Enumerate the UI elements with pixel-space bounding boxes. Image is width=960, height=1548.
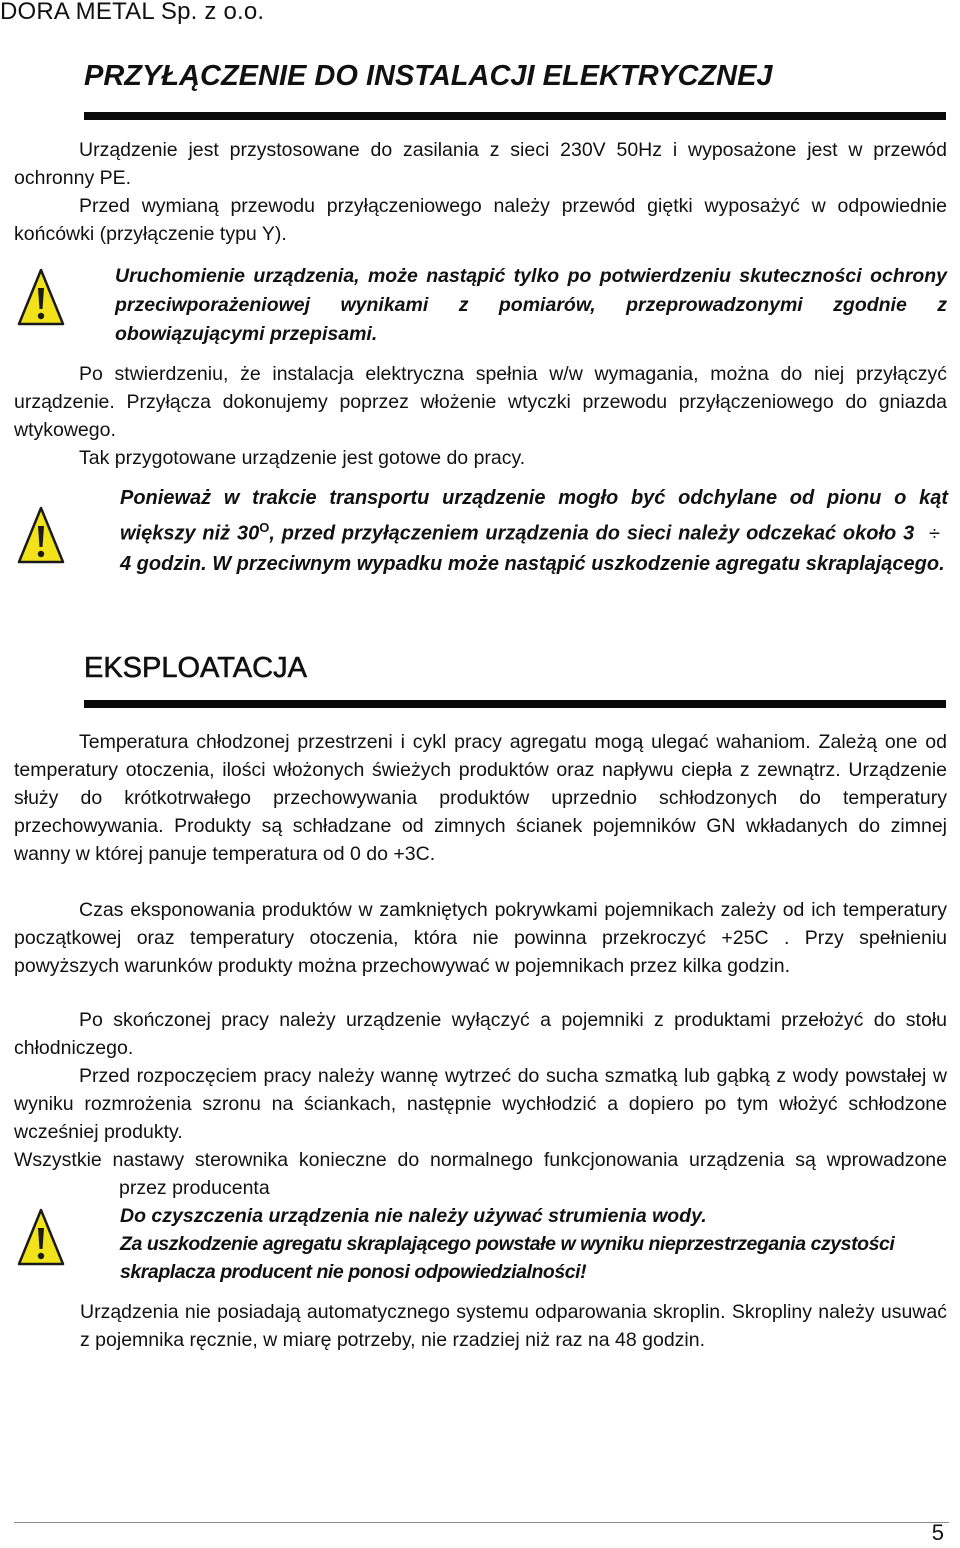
paragraph-exposure-time: Czas eksponowania produktów w zamkniętych pokrywkami pojemnikach zależy od ich temperatury początkowej oraz temperatury otoczenia, która nie powinna przekroczyć +25C . Przy spełnieniu powyższych warunków produkty można przechowywać w pojemnikach przez kilka godzin. bbox=[14, 899, 947, 977]
degree-symbol: O bbox=[259, 520, 270, 535]
paragraph-cable-replacement: Przed wymianą przewodu przyłączeniowego należy przewód giętki wyposażyć w odpowiednie końcówki (przyłączenie typu Y). bbox=[14, 195, 947, 245]
paragraph-power-supply: Urządzenie jest przystosowane do zasilania z sieci 230V 50Hz i wyposażone jest w przewód ochronny PE. bbox=[14, 139, 947, 189]
warning-transport-tilt bbox=[120, 483, 948, 579]
warning-transport-text-b: , przed przyłączeniem urządzenia do sieci należy odczekać około 3 bbox=[269, 522, 915, 545]
footer-divider bbox=[14, 1522, 949, 1523]
warning-triangle-icon bbox=[16, 266, 66, 328]
section-title-electrical: PRZYŁĄCZENIE DO INSTALACJI ELEKTRYCZNEJ bbox=[84, 60, 773, 92]
paragraph-temperature: Temperatura chłodzonej przestrzeni i cykl pracy agregatu mogą ulegać wahaniom. Zależą one od temperatury otoczenia, ilości włożonych świeżych produktów oraz napływu ciepła z zewnątrz. Urządzenie służy do krótkotrwałego przechowywania produktów uprzednio schłodzonych do temperatury przechowywania. Produkty są schładzane od zimnych ścianek pojemników GN wkładanych do zimnej wanny w której panuje temperatura od 0 do +3C. bbox=[14, 731, 947, 865]
warning-triangle-icon bbox=[16, 1206, 66, 1268]
page-number: 5 bbox=[931, 1520, 944, 1545]
paragraph-after-work: Po skończonej pracy należy urządzenie wyłączyć a pojemniki z produktami przełożyć do stołu chłodniczego. bbox=[14, 1009, 947, 1059]
company-name: DORA METAL Sp. z o.o. bbox=[0, 0, 265, 25]
warning-condenser-cleanliness: Za uszkodzenie agregatu skraplającego powstałe w wyniku nieprzestrzegania czystości skraplacza producent nie ponosi odpowiedzialności! bbox=[120, 1233, 895, 1283]
section-divider bbox=[84, 700, 946, 708]
warning-no-water-jet: Do czyszczenia urządzenia nie należy używać strumienia wody. bbox=[120, 1205, 707, 1227]
paragraph-connection: Po stwierdzeniu, że instalacja elektryczna spełnia w/w wymagania, można do niej przyłączyć urządzenie. Przyłącza dokonujemy poprzez włożenie wtyczki przewodu przyłączeniowego do gniazda wtykowego. bbox=[14, 363, 947, 441]
section-title-operation: EKSPLOATACJA bbox=[84, 652, 307, 684]
section-divider bbox=[84, 112, 946, 120]
paragraph-condensate: Urządzenia nie posiadają automatycznego systemu odparowania skroplin. Skropliny należy usuwać z pojemnika ręcznie, w miarę potrzeby, nie rzadziej niż raz na 48 godzin. bbox=[80, 1301, 947, 1351]
warning-triangle-icon bbox=[16, 504, 66, 566]
paragraph-controller-settings: Wszystkie nastawy sterownika konieczne do normalnego funkcjonowania urządzenia są wprowadzone przez producenta bbox=[14, 1149, 947, 1199]
warning-transport-text-a: Ponieważ w trakcie transportu urządzenie mogło być odchylane od pionu o kąt większy niż 30 bbox=[120, 487, 948, 545]
paragraph-before-work: Przed rozpoczęciem pracy należy wannę wytrzeć do sucha szmatką lub gąbką z wody powstałej w wyniku rozmrożenia szronu na ściankach, następnie wychłodzić a dopiero po tym włożyć schłodzone wcześniej produkty. bbox=[14, 1065, 947, 1143]
paragraph-ready: Tak przygotowane urządzenie jest gotowe do pracy. bbox=[79, 447, 526, 469]
warning-transport-text-c: 4 godzin. W przeciwnym wypadku może nastąpić uszkodzenie agregatu skraplającego. bbox=[120, 552, 945, 575]
warning-protection-check: Uruchomienie urządzenia, może nastąpić tylko po potwierdzeniu skuteczności ochrony przeciwporażeniowej wynikami z pomiarów, przeprowadzonymi zgodnie z obowiązującymi przepisami. bbox=[115, 265, 947, 345]
division-symbol: ÷ bbox=[929, 522, 940, 545]
